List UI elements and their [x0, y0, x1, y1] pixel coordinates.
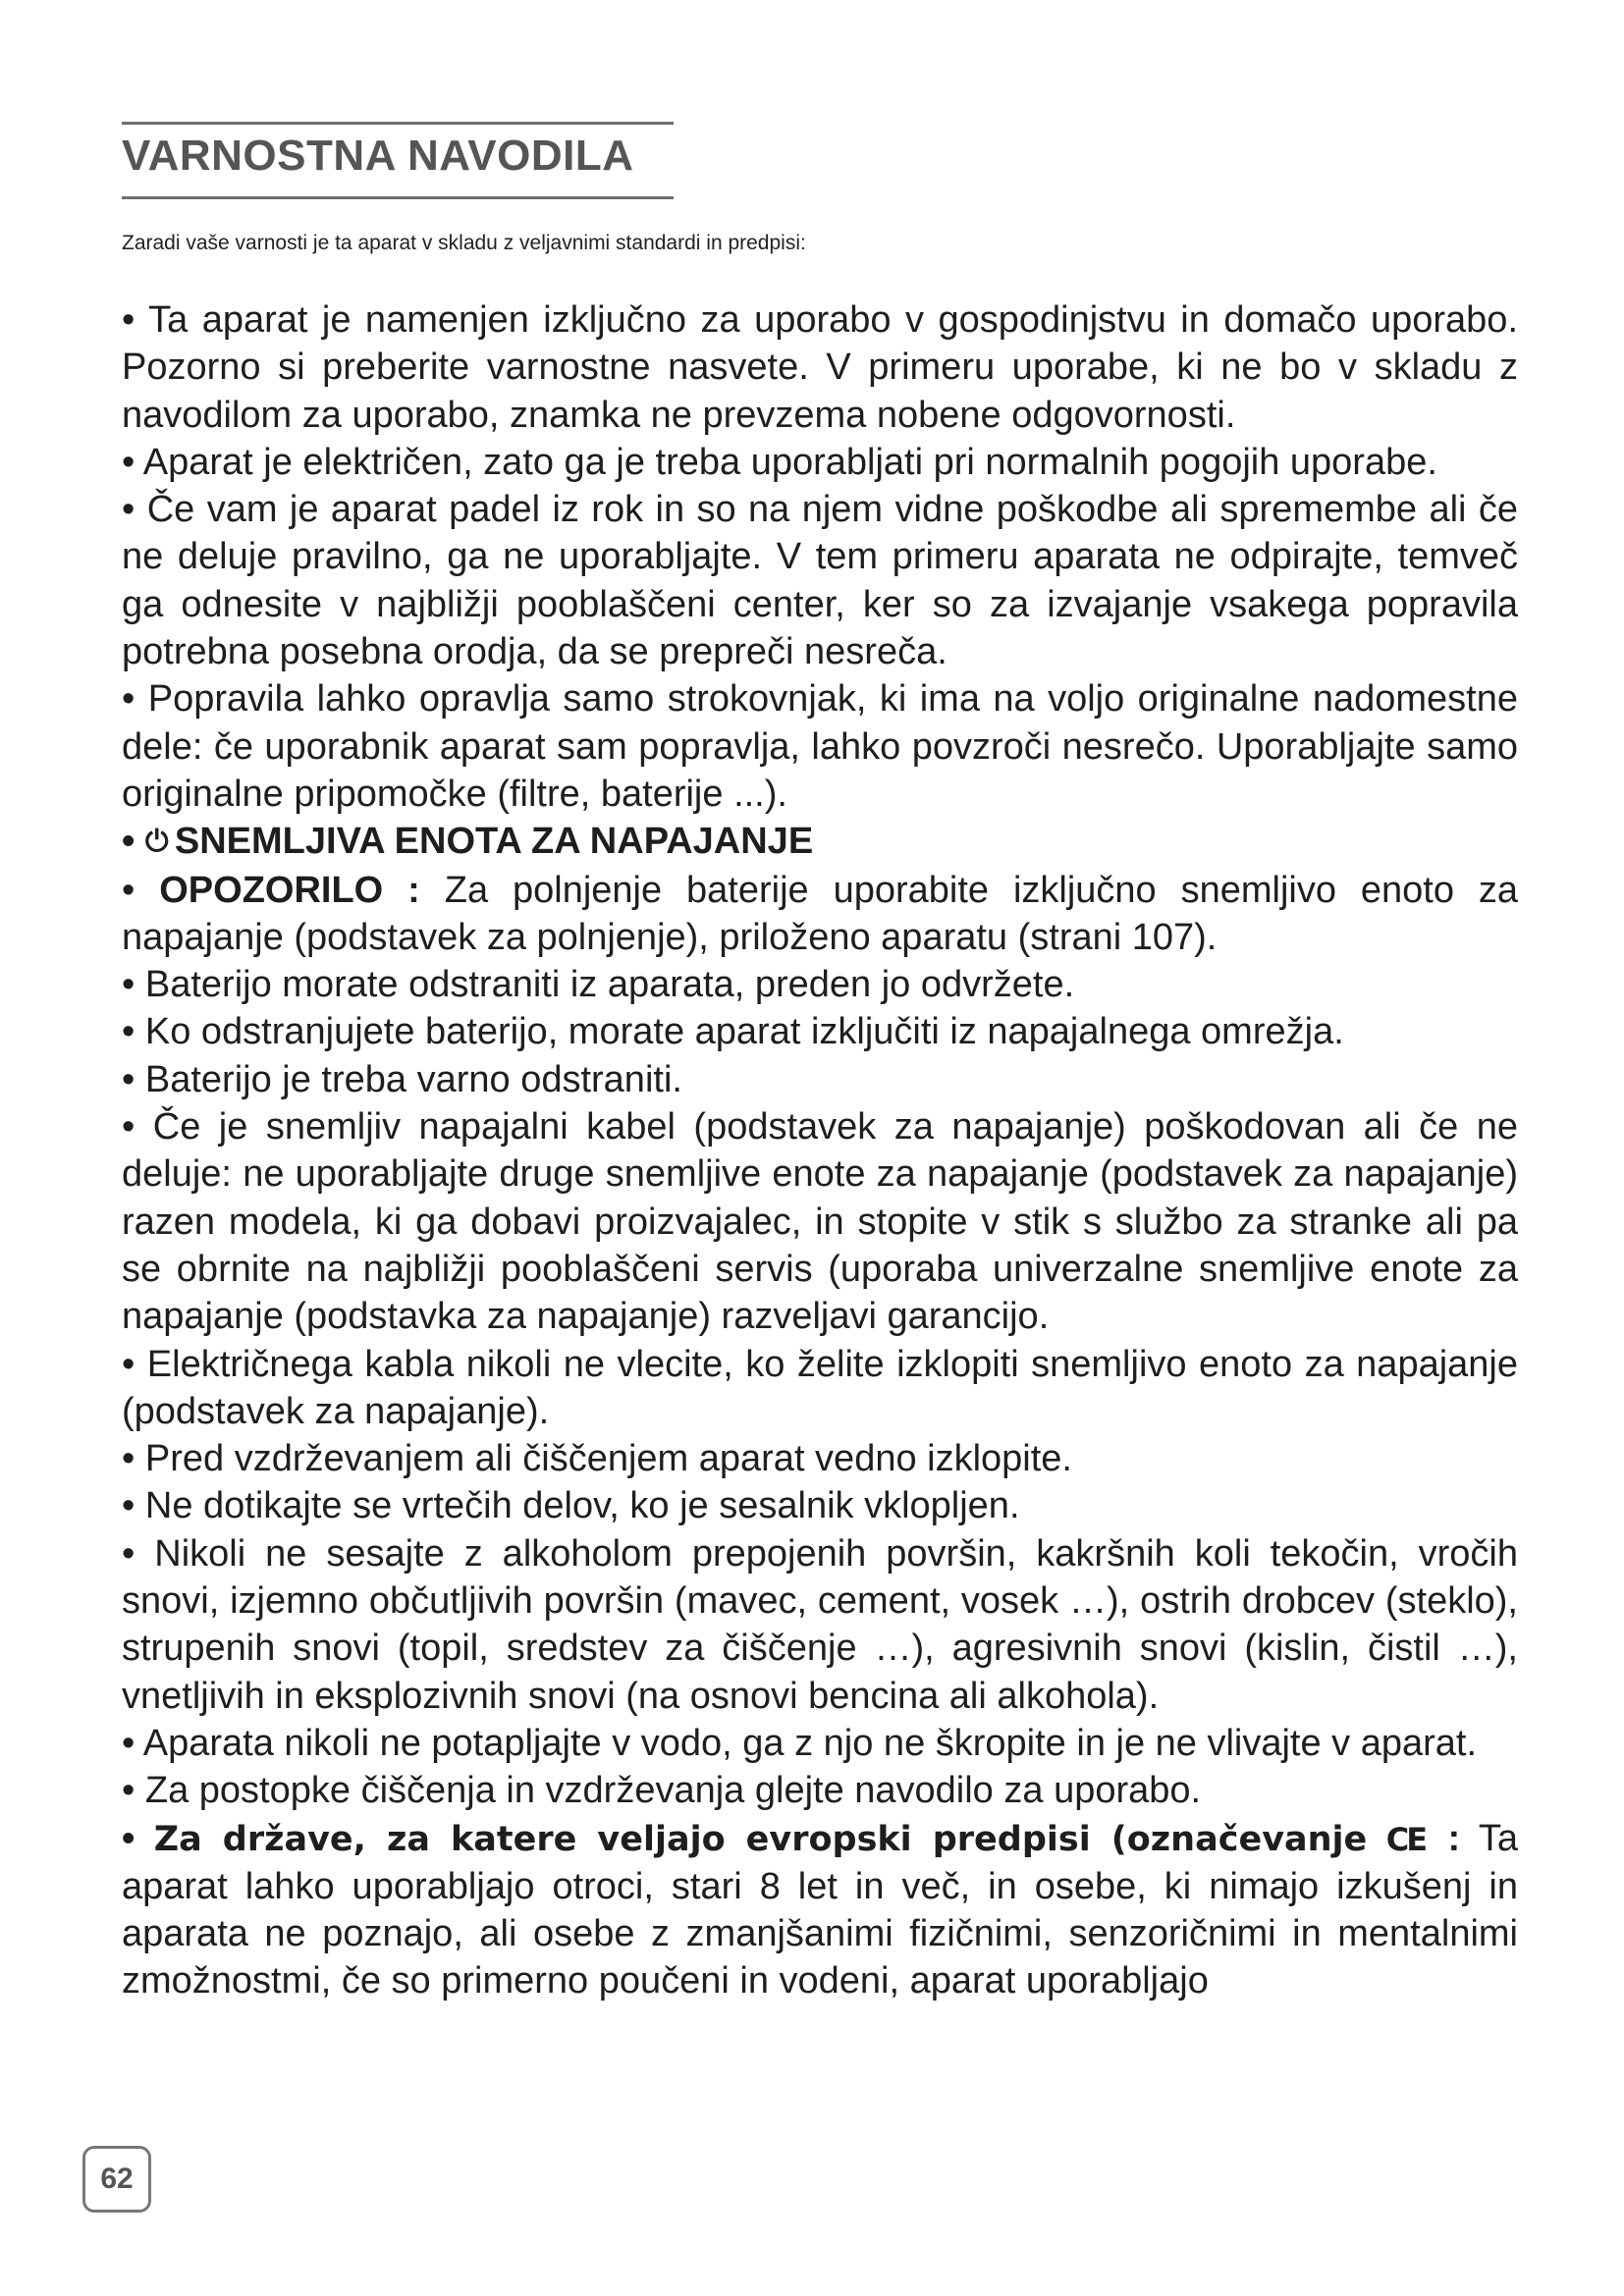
- paragraph-damage: • Če vam je aparat padel iz rok in so na njem vidne poškodbe ali spremembe ali če ne deluje pravilno, ga ne uporabljajte. V tem primeru aparata ne odpirajte, temveč ga odnesite v najbližji pooblaščeni center, ker so za izvajanje vsakega popravila potrebna posebna orodja, da se prepreči nesreča.: [122, 489, 1519, 673]
- paragraph-maintenance: • Pred vzdrževanjem ali čiščenjem aparat vedno izklopite.: [122, 1438, 1072, 1480]
- bullet: •: [122, 821, 135, 863]
- heading-rule-bottom: [122, 196, 674, 199]
- bullet: •: [122, 299, 135, 341]
- paragraph-do-not-vacuum: • Nikoli ne sesajte z alkoholom prepojenih površin, kakršnih koli tekočin, vročih snovi, izjemno občutljivih površin (mavec, cement, vosek …), ostrih drobcev (steklo), strupenih snovi (topil, sredstev za čiščenje …), agresivnih snovi (kislin, čistil …), vnetljivih in eksplozivnih snovi (na osnovi bencina ali alkohola).: [122, 1532, 1519, 1717]
- paragraph-battery-safe: • Baterijo je treba varno odstraniti.: [122, 1058, 682, 1100]
- bullet: •: [122, 1485, 135, 1527]
- paragraph-battery-remove: • Baterijo morate odstraniti iz aparata, preden jo odvržete.: [122, 964, 1075, 1006]
- page-number: 62: [82, 2146, 151, 2213]
- bullet: •: [122, 964, 135, 1006]
- warning-label: OPOZORILO :: [159, 869, 420, 911]
- bullet: •: [122, 1817, 135, 1859]
- bullet: •: [122, 1106, 135, 1148]
- paragraph-electric: • Aparat je električen, zato ga je treba uporabljati pri normalnih pogojih uporabe.: [122, 441, 1437, 483]
- bullet: •: [122, 1058, 135, 1100]
- bullet: •: [122, 1011, 135, 1053]
- paragraph-repairs: • Popravila lahko opravlja samo strokovnjak, ki ima na voljo originalne nadomestne dele: če uporabnik aparat sam popravlja, lahko povzroči nesrečo. Uporabljajte samo originalne pripomočke (filtre, baterije ...).: [122, 678, 1519, 815]
- ce-mark-icon: CE: [1385, 1820, 1426, 1858]
- bullet: •: [122, 1438, 135, 1480]
- paragraph-eu-children: • Za države, za katere veljajo evropski predpisi (označevanje CE : Ta aparat lahko uporabljajo otroci, stari 8 let in več, in osebe, ki nimajo izkušenj in aparata ne poznajo, ali osebe z zmanjšanimi fizičnimi, senzoričnimi in mentalnimi zmožnostmi, če so primerno poučeni in vodeni, aparat uporabljajo: [122, 1817, 1518, 2002]
- paragraph-rotating-parts: • Ne dotikajte se vrtečih delov, ko je sesalnik vklopljen.: [122, 1485, 1020, 1527]
- bullet: •: [122, 678, 135, 721]
- section-heading-power-unit: • ⏻ SNEMLJIVA ENOTA ZA NAPAJANJE: [122, 818, 1518, 866]
- bullet: •: [122, 869, 135, 911]
- bullet: •: [122, 441, 135, 483]
- paragraph-unplug: • Ko odstranjujete baterijo, morate aparat izključiti iz napajalnega omrežja.: [122, 1011, 1344, 1053]
- heading-rule-top: [122, 122, 674, 125]
- intro-text: Zaradi vaše varnosti je ta aparat v skladu z veljavnimi standardi in predpisi:: [122, 232, 806, 254]
- bullet: •: [122, 489, 135, 531]
- paragraph-pull-cable: • Električnega kabla nikoli ne vlecite, ko želite izklopiti snemljivo enoto za napajanje (podstavek za napajanje).: [122, 1343, 1518, 1432]
- paragraph-damaged-cable: • Če je snemljiv napajalni kabel (podstavek za napajanje) poškodovan ali če ne deluje: ne uporabljajte druge snemljive enote za napajanje (podstavek za napajanje) razen modela, ki ga dobavi proizvajalec, in stopite v stik s službo za stranke ali pa se obrnite na najbližji pooblaščeni servis (uporaba univerzalne snemljive enote za napajanje (podstavka za napajanje) razveljavi garancijo.: [122, 1106, 1519, 1338]
- safety-body: [122, 296, 1518, 2005]
- bullet: •: [122, 1343, 135, 1385]
- bullet: •: [122, 1722, 135, 1764]
- bullet: •: [122, 1770, 135, 1812]
- paragraph-warning: • OPOZORILO : Za polnjenje baterije uporabite izključno snemljivo enoto za napajanje (podstavek za polnjenje), priloženo aparatu (strani 107).: [122, 869, 1519, 958]
- paragraph-water: • Aparata nikoli ne potapljajte v vodo, ga z njo ne škropite in je ne vlivajte v aparat.: [122, 1722, 1478, 1764]
- paragraph-cleaning: • Za postopke čiščenja in vzdrževanja glejte navodilo za uporabo.: [122, 1770, 1202, 1812]
- page-title: VARNOSTNA NAVODILA: [122, 132, 634, 180]
- paragraph-household-use: • Ta aparat je namenjen izključno za uporabo v gospodinjstvu in domačo uporabo. Pozorno si preberite varnostne nasvete. V primeru uporabe, ki ne bo v skladu z navodilom za uporabo, znamka ne prevzema nobene odgovornosti.: [122, 299, 1519, 436]
- eu-label: Za države, za katere veljajo evropski predpisi (označevanje: [153, 1819, 1368, 1859]
- plug-icon: ⏻: [144, 826, 169, 859]
- bullet: •: [122, 1532, 135, 1575]
